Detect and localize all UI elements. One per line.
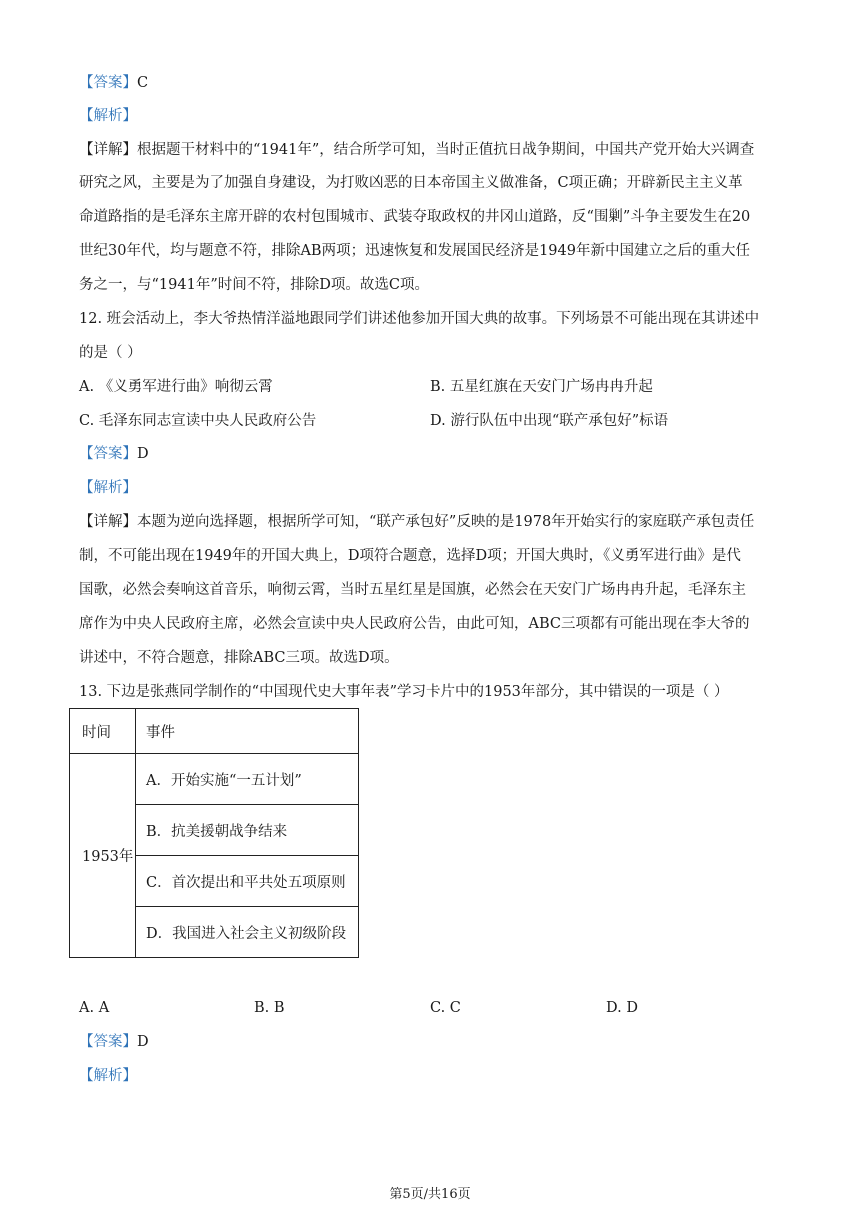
q12-option-d: D. 游行队伍中出现“联产承包好”标语 [430, 413, 669, 429]
page-footer: 第5页/共16页 [389, 1187, 471, 1202]
q13-option-b: B. B [254, 1000, 285, 1016]
detail-tag: 详解 [93, 514, 123, 530]
q11-detail-line: 命道路指的是毛泽东主席开辟的农村包围城市、武装夺取政权的井冈山道路，反“围剿”斗争主要发生在20 [79, 209, 751, 225]
q13-option-c: C. C [430, 1000, 461, 1016]
q12-detail-line: 国歌，必然会奏响这首音乐，响彻云霄，当时五星红星是国旗，必然会在天安门广场冉冉升起，毛泽东主 [79, 582, 746, 598]
event-cell: B．抗美援朝战争结来 [136, 805, 359, 856]
q13-option-d: D. D [606, 1000, 638, 1016]
event-cell: C．首次提出和平共处五项原则 [136, 856, 359, 907]
q11-detail-line: 世纪30年代，均与题意不符，排除AB两项；迅速恢复和发展国民经济是1949年新中国建立之后的重大任 [79, 243, 750, 259]
q12-question-line: 12. 班会活动上，李大爷热情洋溢地跟同学们讲述他参加开国大典的故事。下列场景不可能出现在其讲述中 [79, 311, 760, 327]
analysis-tag: 解析 [93, 1068, 123, 1084]
header-event: 事件 [136, 709, 359, 754]
q13-question-line: 13. 下边是张燕同学制作的“中国现代史大事年表”学习卡片中的1953年部分，其中错误的一项是（ ） [79, 684, 729, 700]
detail-tag: 详解 [93, 142, 123, 158]
q13-option-a: A. A [79, 1000, 110, 1016]
q12-question-line: 的是（ ） [79, 345, 142, 361]
table-header-row [70, 709, 359, 754]
event-cell: A．开始实施“一五计划” [136, 754, 359, 805]
year-cell: 1953年 [70, 754, 136, 958]
q11-analysis-line: 【解析】 [79, 108, 137, 124]
answer-value: D [137, 1034, 149, 1050]
answer-tag: 答案 [93, 446, 123, 462]
answer-tag: 答案 [93, 75, 123, 91]
q12-option-b: B. 五星红旗在天安门广场冉冉升起 [430, 379, 653, 395]
q12-detail-line: 讲述中，不符合题意，排除ABC三项。故选D项。 [79, 650, 399, 666]
q11-detail-line: 务之一，与“1941年”时间不符，排除D项。故选C项。 [79, 277, 429, 293]
answer-tag: 答案 [93, 1034, 123, 1050]
q12-option-c: C. 毛泽东同志宣读中央人民政府公告 [79, 413, 317, 429]
q12-detail-line: 【详解】本题为逆向选择题，根据所学可知，“联产承包好”反映的是1978年开始实行的家庭联产承包责任 [79, 514, 755, 530]
q12-analysis-line: 【解析】 [79, 480, 137, 496]
q12-answer-line: 【答案】D [79, 446, 149, 462]
q13-analysis-line: 【解析】 [79, 1068, 137, 1084]
timeline-card-table [69, 708, 359, 958]
q11-detail-line: 研究之风，主要是为了加强自身建设，为打败凶恶的日本帝国主义做准备，C项正确；开辟新民主主义革 [79, 175, 743, 191]
q12-detail-line: 席作为中央人民政府主席，必然会宣读中央人民政府公告，由此可知，ABC三项都有可能出现在李大爷的 [79, 616, 750, 632]
detail-text: 本题为逆向选择题，根据所学可知，“联产承包好”反映的是1978年开始实行的家庭联产承包责任 [137, 514, 755, 530]
q12-detail-line: 制，不可能出现在1949年的开国大典上，D项符合题意，选择D项；开国大典时，《义勇军进行曲》是代 [79, 548, 741, 564]
answer-value: D [137, 446, 149, 462]
event-cell: D．我国进入社会主义初级阶段 [136, 907, 359, 958]
detail-text: 根据题干材料中的“1941年”，结合所学可知，当时正值抗日战争期间，中国共产党开始大兴调查 [137, 142, 755, 158]
table-row [70, 754, 359, 805]
answer-value: C [137, 75, 149, 91]
analysis-tag: 解析 [93, 480, 123, 496]
analysis-tag: 解析 [93, 108, 123, 124]
header-time: 时间 [70, 709, 136, 754]
q11-detail-line: 【详解】根据题干材料中的“1941年”，结合所学可知，当时正值抗日战争期间，中国共产党开始大兴调查 [79, 142, 755, 158]
q13-answer-line: 【答案】D [79, 1034, 149, 1050]
q12-option-a: A. 《义勇军进行曲》响彻云霄 [79, 379, 273, 395]
q11-answer-line: 【答案】C [79, 75, 149, 91]
